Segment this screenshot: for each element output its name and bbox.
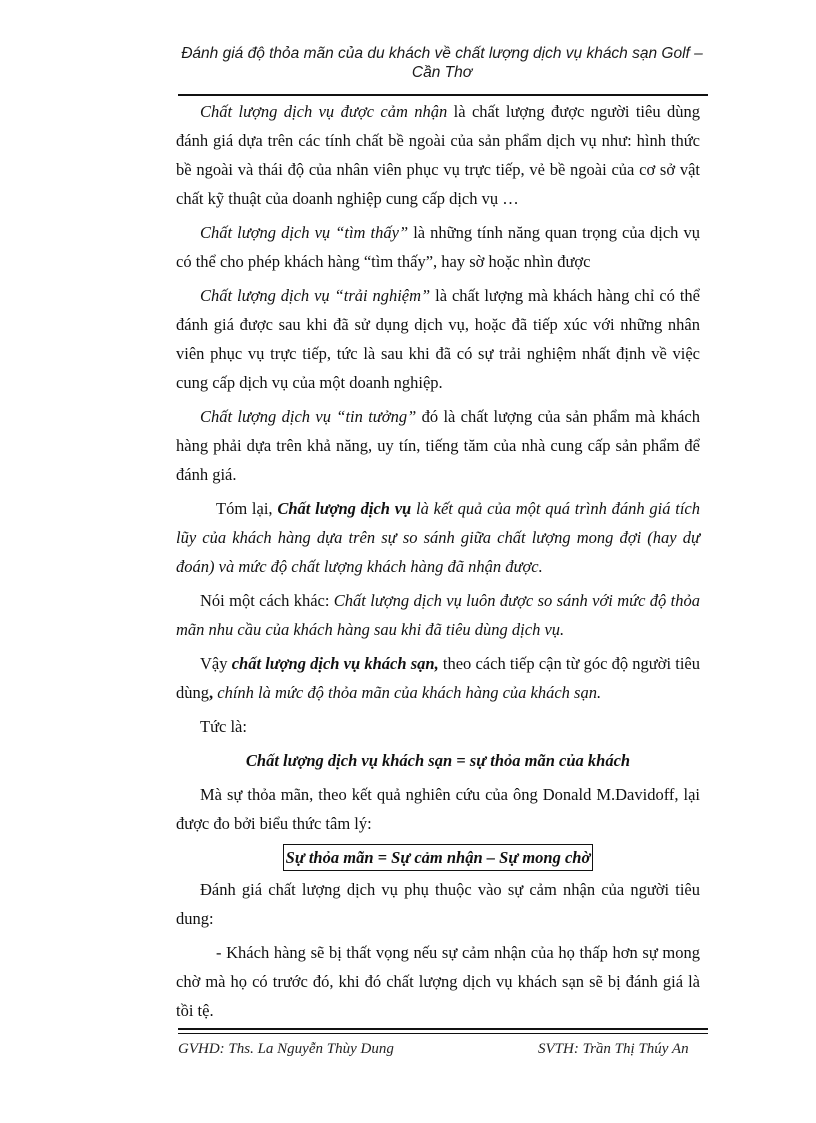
hotel-comma: , [209,683,214,702]
hotel-mid: theo cách tiếp cận từ góc độ người tiêu dùng [176,654,700,702]
paragraph-text: đó là chất lượng của sản phẩm mà khách hàng phải dựa trên khả năng, uy tín, tiếng tăm của nhà cung cấp sản phẩm để đánh giá. [176,407,700,484]
hotel-lead: Vậy [200,654,232,673]
footer-student: SVTH: Trần Thị Thúy An [538,1041,689,1057]
paragraph-experience-quality [176,281,700,397]
paragraph-text: là những tính năng quan trọng của dịch vụ có thể cho phép khách hàng “tìm thấy”, hay sờ hoặc nhìn được [176,223,700,271]
footer-divider-thick [178,1028,708,1030]
equation-satisfaction-box: Sự thỏa mãn = Sự cảm nhận – Sự mong chờ [283,844,594,871]
footer-advisor: GVHD: Ths. La Nguyễn Thùy Dung [178,1041,394,1057]
summary-definition: là kết quả của một quá trình đánh giá tích lũy của khách hàng dựa trên sự so sánh giữa chất lượng mong đợi (hay dự đoán) và mức độ chất lượng khách hàng đã nhận được. [176,499,701,576]
paragraph-text: là chất lượng mà khách hàng chỉ có thể đánh giá được sau khi đã sử dụng dịch vụ, hoặc đã tiếp xúc với những nhân viên phục vụ trực tiếp, tức là sau khi đã có sự trải nghiệm nhất định về việc cung cấp dịch vụ của một doanh nghiệp. [176,286,700,392]
hotel-definition: chính là mức độ thỏa mãn của khách hàng của khách sạn. [213,683,602,702]
other-words-definition: Chất lượng dịch vụ luôn được so sánh với mức độ thỏa mãn nhu cầu của khách hàng sau khi đã tiêu dùng dịch vụ. [176,591,700,639]
term-perceived-quality: Chất lượng dịch vụ được cảm nhận [200,102,448,121]
term-experience-quality: Chất lượng dịch vụ “trải nghiệm” [200,286,431,305]
header-title-line2: Cần Thơ [411,64,473,81]
paragraph-found-quality [176,218,700,276]
equation-hotel-quality [176,746,700,775]
body-text [176,97,700,1030]
paragraph-hotel-quality [176,649,700,707]
paragraph-davidoff: Mà sự thỏa mãn, theo kết quả nghiên cứu của ông Donald M.Davidoff, lại được đo bởi biểu thức tâm lý: [176,785,700,833]
paragraph-trust-quality [176,402,700,489]
term-found-quality: Chất lượng dịch vụ “tìm thấy” [200,223,409,242]
header-title-line1: Đánh giá độ thỏa mãn của du khách về chất lượng dịch vụ khách sạn Golf – [181,45,703,62]
paragraph-other-words [176,586,700,644]
summary-term: Chất lượng dịch vụ [277,499,412,518]
equation-box-wrap [176,843,700,872]
other-words-lead: Nói một cách khác: [200,591,334,610]
term-trust-quality: Chất lượng dịch vụ “tin tưởng” [200,407,417,426]
paragraph-evaluation: Đánh giá chất lượng dịch vụ phụ thuộc vào sự cảm nhận của người tiêu dung: [176,880,700,928]
summary-lead: Tóm lại, [216,499,278,518]
page-header [176,44,708,82]
equation-text: Chất lượng dịch vụ khách sạn = sự thỏa mãn của khách [245,751,631,770]
paragraph-text: là chất lượng được người tiêu dùng đánh giá dựa trên các tính chất bề ngoài của sản phẩm dịch vụ như: hình thức bề ngoài và thái độ của nhân viên phục vụ trực tiếp, vẻ bề ngoài của cơ sở vật chất kỹ thuật của doanh nghiệp cung cấp dịch vụ … [176,102,700,208]
paragraph-disappointment: - Khách hàng sẽ bị thất vọng nếu sự cảm nhận của họ thấp hơn sự mong chờ mà họ có trước đó, khi đó chất lượng dịch vụ khách sạn sẽ bị đánh giá là tồi tệ. [176,943,700,1020]
paragraph-perceived-quality [176,97,700,213]
footer-divider-thin [178,1033,708,1034]
header-divider [178,94,708,96]
hotel-term: chất lượng dịch vụ khách sạn, [231,654,439,673]
paragraph-summary [176,494,700,581]
paragraph-that-is: Tức là: [200,717,247,736]
